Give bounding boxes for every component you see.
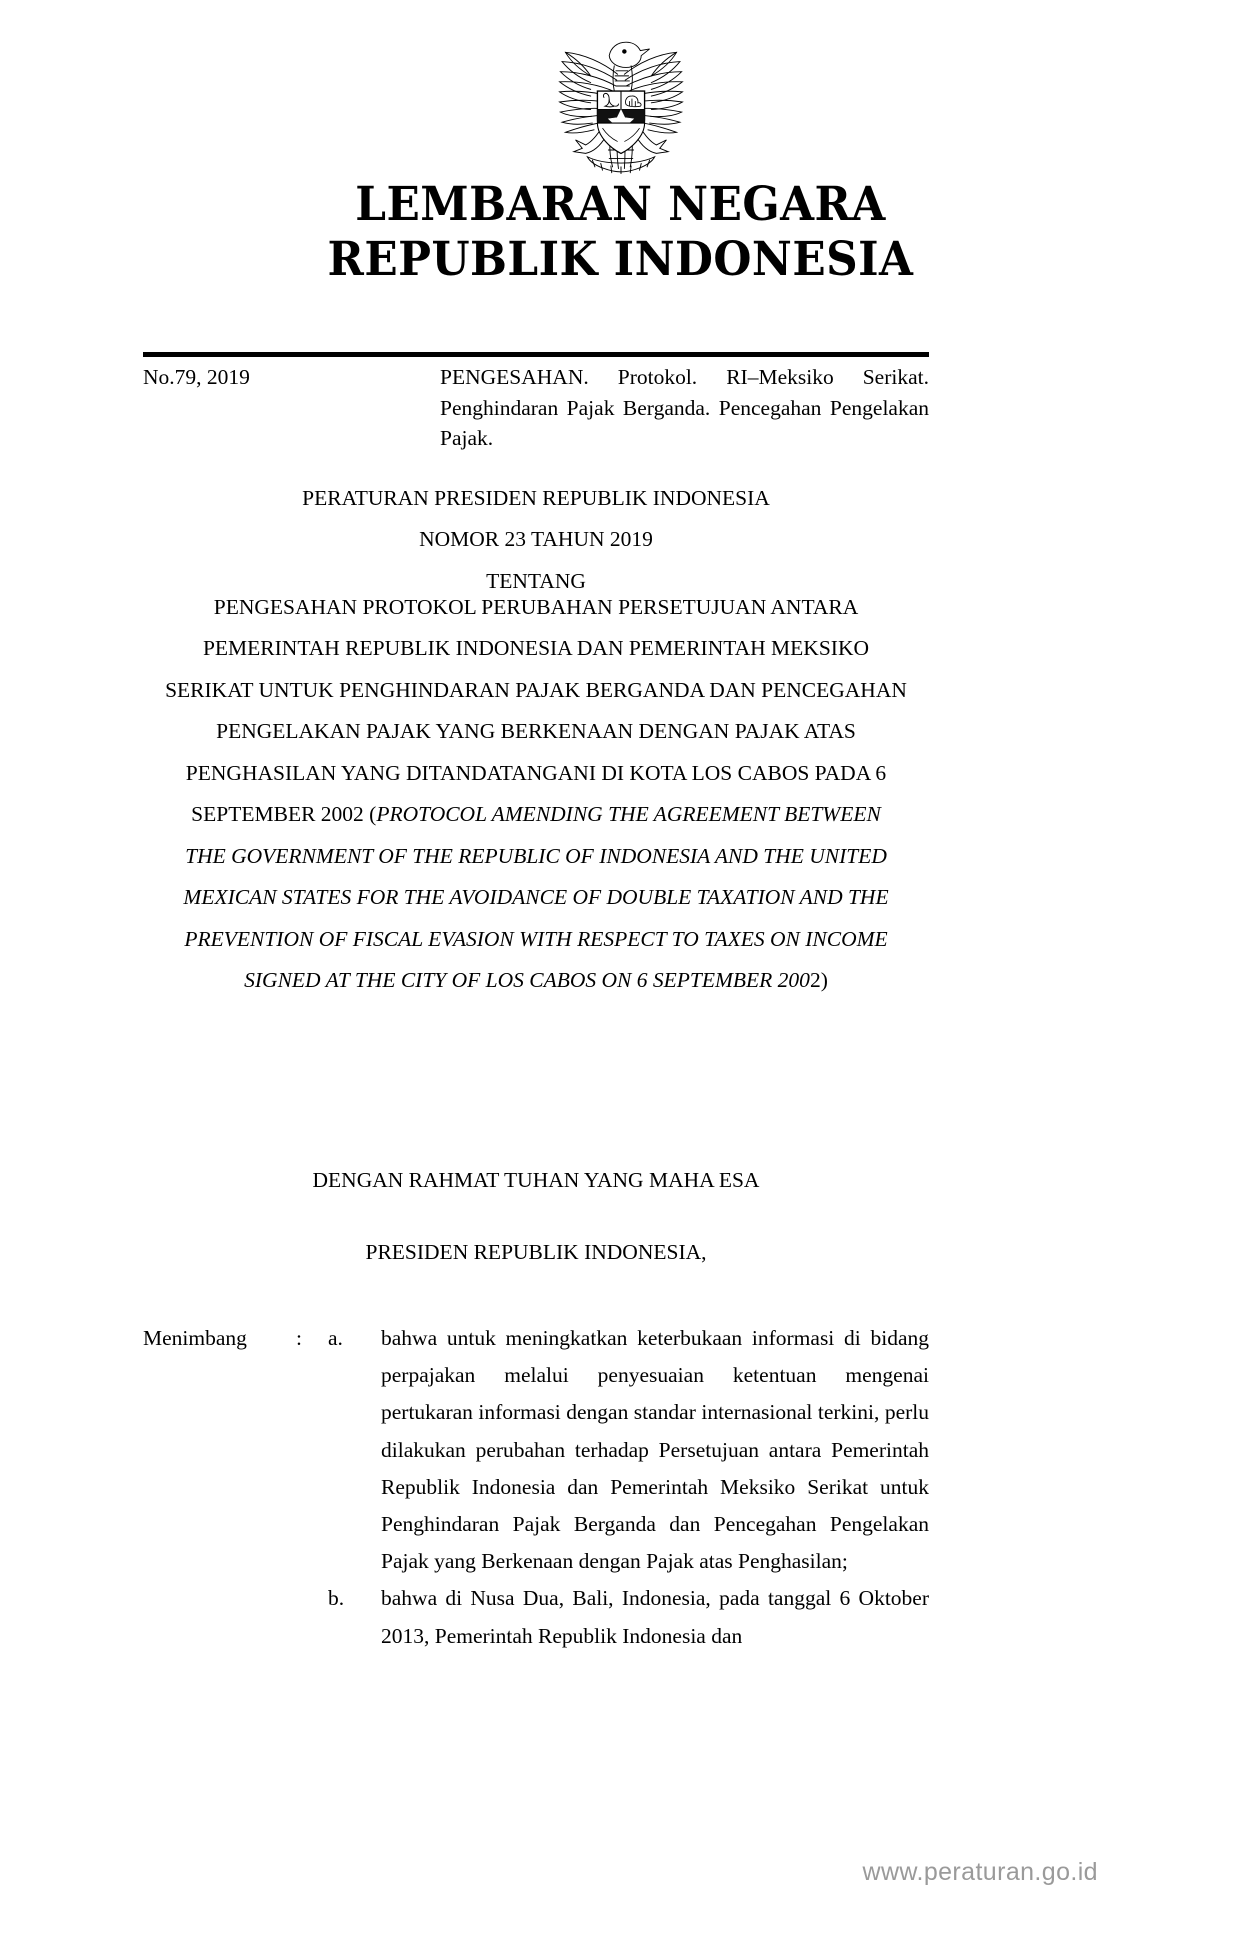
header-divider-rule bbox=[143, 352, 929, 357]
title-line: PEMERINTAH REPUBLIK INDONESIA DAN PEMERINTAH MEKSIKO bbox=[202, 636, 870, 661]
title-mixed-italic: PROTOCOL AMENDING THE AGREEMENT BETWEEN bbox=[376, 802, 881, 827]
regulation-number: NOMOR 23 TAHUN 2019 bbox=[419, 527, 653, 552]
title-line: PENGELAKAN PAJAK YANG BERKENAAN DENGAN PAJAK ATAS bbox=[216, 719, 856, 744]
garuda-pancasila-icon bbox=[536, 22, 706, 182]
masthead-title bbox=[43, 178, 1197, 287]
masthead-line-2: REPUBLIK INDONESIA bbox=[327, 231, 914, 287]
masthead-line-1: LEMBARAN NEGARA bbox=[355, 177, 886, 232]
regulation-type: PERATURAN PRESIDEN REPUBLIK INDONESIA bbox=[302, 486, 770, 510]
considerations-colon: : bbox=[296, 1326, 302, 1350]
divine-invocation: DENGAN RAHMAT TUHAN YANG MAHA ESA bbox=[312, 1168, 760, 1192]
title-line-mixed bbox=[143, 794, 929, 835]
emblem-container bbox=[0, 22, 1241, 187]
title-line-en: MEXICAN STATES FOR THE AVOIDANCE OF DOUBLE TAXATION AND THE bbox=[183, 885, 889, 910]
regulation-title-block bbox=[143, 587, 929, 1002]
gazette-issue-number: No.79, 2019 bbox=[143, 365, 250, 389]
regulation-about-label: TENTANG bbox=[486, 568, 586, 593]
consideration-text-a: bahwa untuk meningkatkan keterbukaan informasi di bidang perpajakan melalui penyesuaian ketentuan mengenai pertukaran informasi dengan standar internasional terkini, perlu dilakukan perubahan terhadap Persetujuan antara Pemerintah Republik Indonesia dan Pemerintah Meksiko Serikat untuk Penghindaran Pajak Berganda dan Pencegahan Pengelakan Pajak yang Berkenaan dengan Pajak atas Penghasilan; bbox=[381, 1326, 929, 1574]
title-line-en-last bbox=[143, 960, 929, 1001]
title-line-en: THE GOVERNMENT OF THE REPUBLIC OF INDONESIA AND THE UNITED bbox=[185, 843, 887, 868]
consideration-item-b bbox=[143, 1580, 929, 1654]
consideration-marker-b: b. bbox=[328, 1586, 345, 1611]
title-line: PENGHASILAN YANG DITANDATANGANI DI KOTA LOS CABOS PADA 6 bbox=[185, 760, 887, 785]
title-last-italic: SIGNED AT THE CITY OF LOS CABOS ON 6 SEPTEMBER 200 bbox=[244, 968, 810, 993]
site-watermark: www.peraturan.go.id bbox=[862, 1858, 1098, 1886]
title-last-tail: 2) bbox=[809, 968, 828, 993]
considerations-label: Menimbang bbox=[143, 1326, 247, 1350]
consideration-marker-a: a. bbox=[328, 1326, 343, 1350]
title-line: PENGESAHAN PROTOKOL PERUBAHAN PERSETUJUAN ANTARA bbox=[213, 595, 859, 619]
issuing-authority: PRESIDEN REPUBLIK INDONESIA, bbox=[365, 1240, 707, 1264]
title-mixed-prefix: SEPTEMBER 2002 ( bbox=[191, 802, 377, 827]
title-line: SERIKAT UNTUK PENGHINDARAN PAJAK BERGANDA DAN PENCEGAHAN bbox=[165, 677, 907, 702]
considerations-section bbox=[143, 1320, 929, 1655]
consideration-item-a bbox=[143, 1320, 929, 1580]
gazette-subject-keywords: PENGESAHAN. Protokol. RI–Meksiko Serikat. Penghindaran Pajak Berganda. Pencegahan Pengelakan Pajak. bbox=[440, 365, 929, 451]
regulation-heading bbox=[143, 478, 929, 602]
gazette-header bbox=[143, 362, 929, 454]
title-line-en: PREVENTION OF FISCAL EVASION WITH RESPECT TO TAXES ON INCOME bbox=[184, 926, 888, 951]
consideration-text-b: bahwa di Nusa Dua, Bali, Indonesia, pada tanggal 6 Oktober 2013, Pemerintah Republik Indonesia dan bbox=[381, 1586, 929, 1648]
